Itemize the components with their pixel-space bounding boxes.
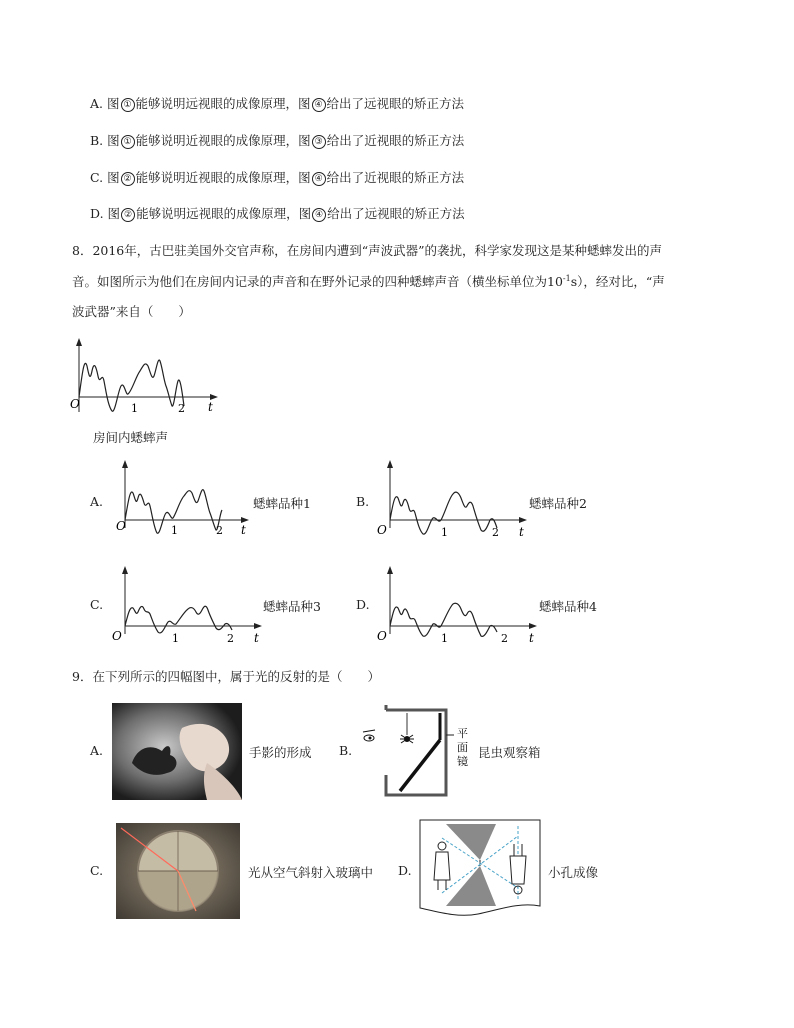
cricket-4-waveform [375, 564, 545, 649]
q8-option-d-letter: D. [356, 597, 370, 612]
axis-origin-label: O [112, 629, 122, 643]
circled-numeral: ① [121, 135, 135, 149]
q7-option-c: C. 图 ② 能够说明近视眼的成像原理，图 ④ 给出了近视眼的矫正方法 [90, 170, 465, 185]
mirror-label-3: 镜 [457, 755, 468, 768]
q8-option-b-label: 蟋蟀品种2 [529, 496, 587, 511]
cricket-2-waveform [375, 458, 535, 543]
q9-option-d-caption: 小孔成像 [548, 865, 599, 880]
q9-option-a-letter: A. [90, 743, 104, 758]
tick-1-label: 1 [172, 632, 179, 645]
cricket-3-waveform [110, 564, 270, 649]
refraction-photo [116, 823, 240, 919]
axis-t-label: t [254, 631, 259, 645]
q8-stem-line1: 8．2016年，古巴驻美国外交官声称，在房间内遭到“声波武器”的袭扰，科学家发现这是某种蟋蟀发出的声 [72, 243, 663, 258]
axis-t-label: t [529, 631, 534, 645]
tick-1-label: 1 [171, 524, 178, 537]
tick-1-label: 1 [131, 402, 138, 415]
q8-option-c-label: 蟋蟀品种3 [263, 599, 321, 614]
q7-option-b: B. 图 ① 能够说明近视眼的成像原理，图 ③ 给出了近视眼的矫正方法 [90, 133, 465, 148]
axis-t-label: t [519, 525, 524, 539]
axis-t-label: t [241, 523, 246, 537]
circled-numeral: ③ [312, 135, 326, 149]
tick-1-label: 1 [441, 632, 448, 645]
axis-t-label: t [208, 400, 213, 414]
tick-2-label: 2 [227, 632, 234, 645]
cricket-1-waveform [110, 458, 260, 543]
q8-option-b-letter: B. [356, 494, 370, 509]
mirror-label-1: 平 [457, 727, 468, 740]
q8-stem-line3: 波武器”来自（ ） [72, 304, 191, 319]
q9-option-b-caption: 昆虫观察箱 [478, 745, 541, 760]
q8-option-a-letter: A. [90, 494, 104, 509]
room-waveform-caption: 房间内蟋蟀声 [93, 430, 169, 445]
q9-option-c-letter: C. [90, 863, 104, 878]
room-waveform-graph [62, 336, 232, 421]
axis-origin-label: O [377, 629, 387, 643]
q9-option-d-letter: D. [398, 863, 412, 878]
tick-1-label: 1 [441, 526, 448, 539]
circled-numeral: ④ [312, 98, 326, 112]
circled-numeral: ④ [312, 208, 326, 222]
q8-stem-line2: 音。如图所示为他们在房间内记录的声音和在野外记录的四种蟋蟀声音（横坐标单位为$10^{-1}s$），经对比，“声 [72, 273, 665, 289]
hand-shadow-photo [112, 703, 242, 800]
q8-option-a-label: 蟋蟀品种1 [253, 496, 311, 511]
pinhole-imaging-diagram [418, 818, 548, 918]
q8-option-d-label: 蟋蟀品种4 [539, 599, 597, 614]
q7-option-d: D. 图 ② 能够说明远视眼的成像原理，图 ④ 给出了远视眼的矫正方法 [90, 206, 465, 221]
circled-numeral: ② [121, 172, 135, 186]
circled-numeral: ① [121, 98, 135, 112]
mirror-label-2: 面 [457, 741, 468, 754]
q9-option-a-caption: 手影的形成 [249, 745, 312, 760]
tick-2-label: 2 [501, 632, 508, 645]
q9-option-b-letter: B. [339, 743, 353, 758]
q7-option-a: A. 图 ① 能够说明远视眼的成像原理，图 ④ 给出了远视眼的矫正方法 [90, 96, 465, 111]
q9-stem: 9．在下列所示的四幅图中，属于光的反射的是（ ） [72, 669, 380, 684]
axis-origin-label: O [70, 397, 80, 411]
circled-numeral: ② [121, 208, 135, 222]
axis-origin-label: O [377, 523, 387, 537]
q8-option-c-letter: C. [90, 597, 104, 612]
circled-numeral: ④ [312, 172, 326, 186]
axis-origin-label: O [116, 519, 126, 533]
tick-2-label: 2 [216, 524, 223, 537]
tick-2-label: 2 [492, 526, 499, 539]
q9-option-c-caption: 光从空气斜射入玻璃中 [248, 865, 374, 880]
tick-2-label: 2 [178, 402, 185, 415]
insect-box-diagram [355, 705, 475, 800]
